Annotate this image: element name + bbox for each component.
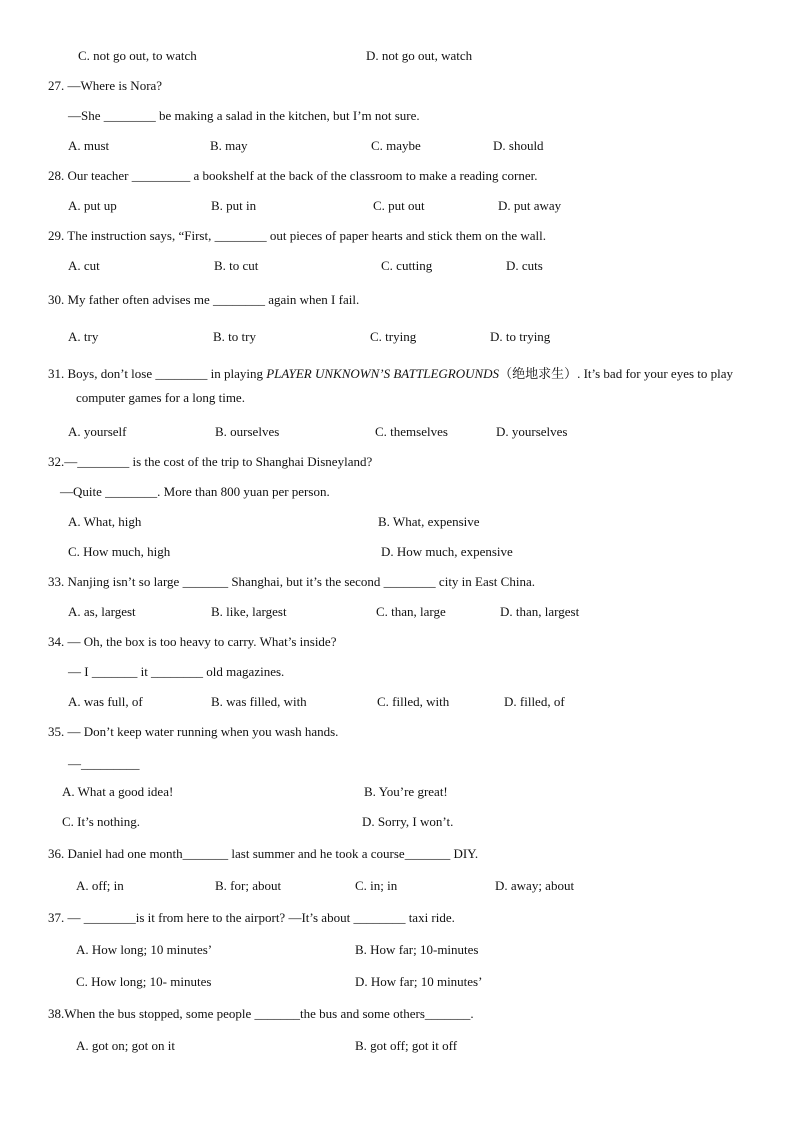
q31-option-a: A. yourself bbox=[68, 424, 127, 439]
q35-option-d: D. Sorry, I won’t. bbox=[362, 814, 454, 829]
q33-option-b: B. like, largest bbox=[211, 604, 287, 619]
q31-option-b: B. ourselves bbox=[215, 424, 280, 439]
q30-option-a: A. try bbox=[68, 329, 99, 344]
q36-option-b: B. for; about bbox=[215, 878, 282, 893]
question-36: 36. Daniel had one month_______ last summer and he took a course_______ DIY. bbox=[48, 846, 479, 861]
q27-option-b: B. may bbox=[210, 138, 248, 153]
q37-option-b: B. How far; 10-minutes bbox=[355, 942, 479, 957]
option-d-prev: D. not go out, watch bbox=[366, 48, 473, 63]
q28-option-d: D. put away bbox=[498, 198, 562, 213]
question-35-reply: —_________ bbox=[68, 756, 140, 771]
question-27-reply: —She ________ be making a salad in the kitchen, but I’m not sure. bbox=[68, 108, 420, 123]
question-31-continued: computer games for a long time. bbox=[76, 390, 245, 405]
q35-option-a: A. What a good idea! bbox=[62, 784, 174, 799]
question-27: 27. —Where is Nora? bbox=[48, 78, 163, 93]
q32-option-b: B. What, expensive bbox=[378, 514, 480, 529]
q33-option-c: C. than, large bbox=[376, 604, 446, 619]
q31-option-d: D. yourselves bbox=[496, 424, 568, 439]
question-29: 29. The instruction says, “First, ________ out pieces of paper hearts and stick them on the wall. bbox=[48, 228, 546, 243]
q29-option-c: C. cutting bbox=[381, 258, 433, 273]
q33-option-d: D. than, largest bbox=[500, 604, 580, 619]
q32-option-d: D. How much, expensive bbox=[381, 544, 513, 559]
q30-option-c: C. trying bbox=[370, 329, 417, 344]
q37-option-c: C. How long; 10- minutes bbox=[76, 974, 212, 989]
game-title: PLAYER UNKNOWN’S BATTLEGROUNDS bbox=[266, 366, 500, 381]
question-31-start: 31. Boys, don’t lose ________ in playing bbox=[48, 366, 267, 381]
question-32-reply: —Quite ________. More than 800 yuan per person. bbox=[60, 484, 330, 499]
question-30: 30. My father often advises me ________ again when I fail. bbox=[48, 292, 360, 307]
q35-option-c: C. It’s nothing. bbox=[62, 814, 141, 829]
question-31-end: （绝地求生）. It’s bad for your eyes to play bbox=[499, 366, 734, 381]
question-38: 38.When the bus stopped, some people _______the bus and some others_______. bbox=[48, 1006, 474, 1021]
q32-option-a: A. What, high bbox=[68, 514, 142, 529]
q38-option-b: B. got off; got it off bbox=[355, 1038, 458, 1053]
q36-option-c: C. in; in bbox=[355, 878, 398, 893]
q27-option-d: D. should bbox=[493, 138, 544, 153]
q27-option-a: A. must bbox=[68, 138, 110, 153]
q36-option-d: D. away; about bbox=[495, 878, 575, 893]
option-c-prev: C. not go out, to watch bbox=[78, 48, 197, 63]
q28-option-c: C. put out bbox=[373, 198, 425, 213]
question-37: 37. — ________is it from here to the airport? —It’s about ________ taxi ride. bbox=[48, 910, 455, 925]
q36-option-a: A. off; in bbox=[76, 878, 124, 893]
q38-option-a: A. got on; got on it bbox=[76, 1038, 175, 1053]
question-31 bbox=[48, 366, 733, 382]
q34-option-b: B. was filled, with bbox=[211, 694, 307, 709]
q28-option-a: A. put up bbox=[68, 198, 117, 213]
q31-option-c: C. themselves bbox=[375, 424, 448, 439]
question-35: 35. — Don’t keep water running when you wash hands. bbox=[48, 724, 339, 739]
q32-option-c: C. How much, high bbox=[68, 544, 171, 559]
question-33: 33. Nanjing isn’t so large _______ Shanghai, but it’s the second ________ city in East China. bbox=[48, 574, 535, 589]
q37-option-d: D. How far; 10 minutes’ bbox=[355, 974, 483, 989]
q30-option-b: B. to try bbox=[213, 329, 256, 344]
question-34-reply: — I _______ it ________ old magazines. bbox=[68, 664, 285, 679]
q27-option-c: C. maybe bbox=[371, 138, 421, 153]
q37-option-a: A. How long; 10 minutes’ bbox=[76, 942, 213, 957]
question-32: 32.—________ is the cost of the trip to Shanghai Disneyland? bbox=[48, 454, 373, 469]
question-34: 34. — Oh, the box is too heavy to carry. What’s inside? bbox=[48, 634, 337, 649]
q34-option-c: C. filled, with bbox=[377, 694, 450, 709]
q34-option-d: D. filled, of bbox=[504, 694, 565, 709]
q29-option-d: D. cuts bbox=[506, 258, 543, 273]
question-28: 28. Our teacher _________ a bookshelf at the back of the classroom to make a reading corner. bbox=[48, 168, 538, 183]
q29-option-b: B. to cut bbox=[214, 258, 259, 273]
q33-option-a: A. as, largest bbox=[68, 604, 136, 619]
q35-option-b: B. You’re great! bbox=[364, 784, 448, 799]
q30-option-d: D. to trying bbox=[490, 329, 551, 344]
q34-option-a: A. was full, of bbox=[68, 694, 143, 709]
q28-option-b: B. put in bbox=[211, 198, 257, 213]
q29-option-a: A. cut bbox=[68, 258, 100, 273]
